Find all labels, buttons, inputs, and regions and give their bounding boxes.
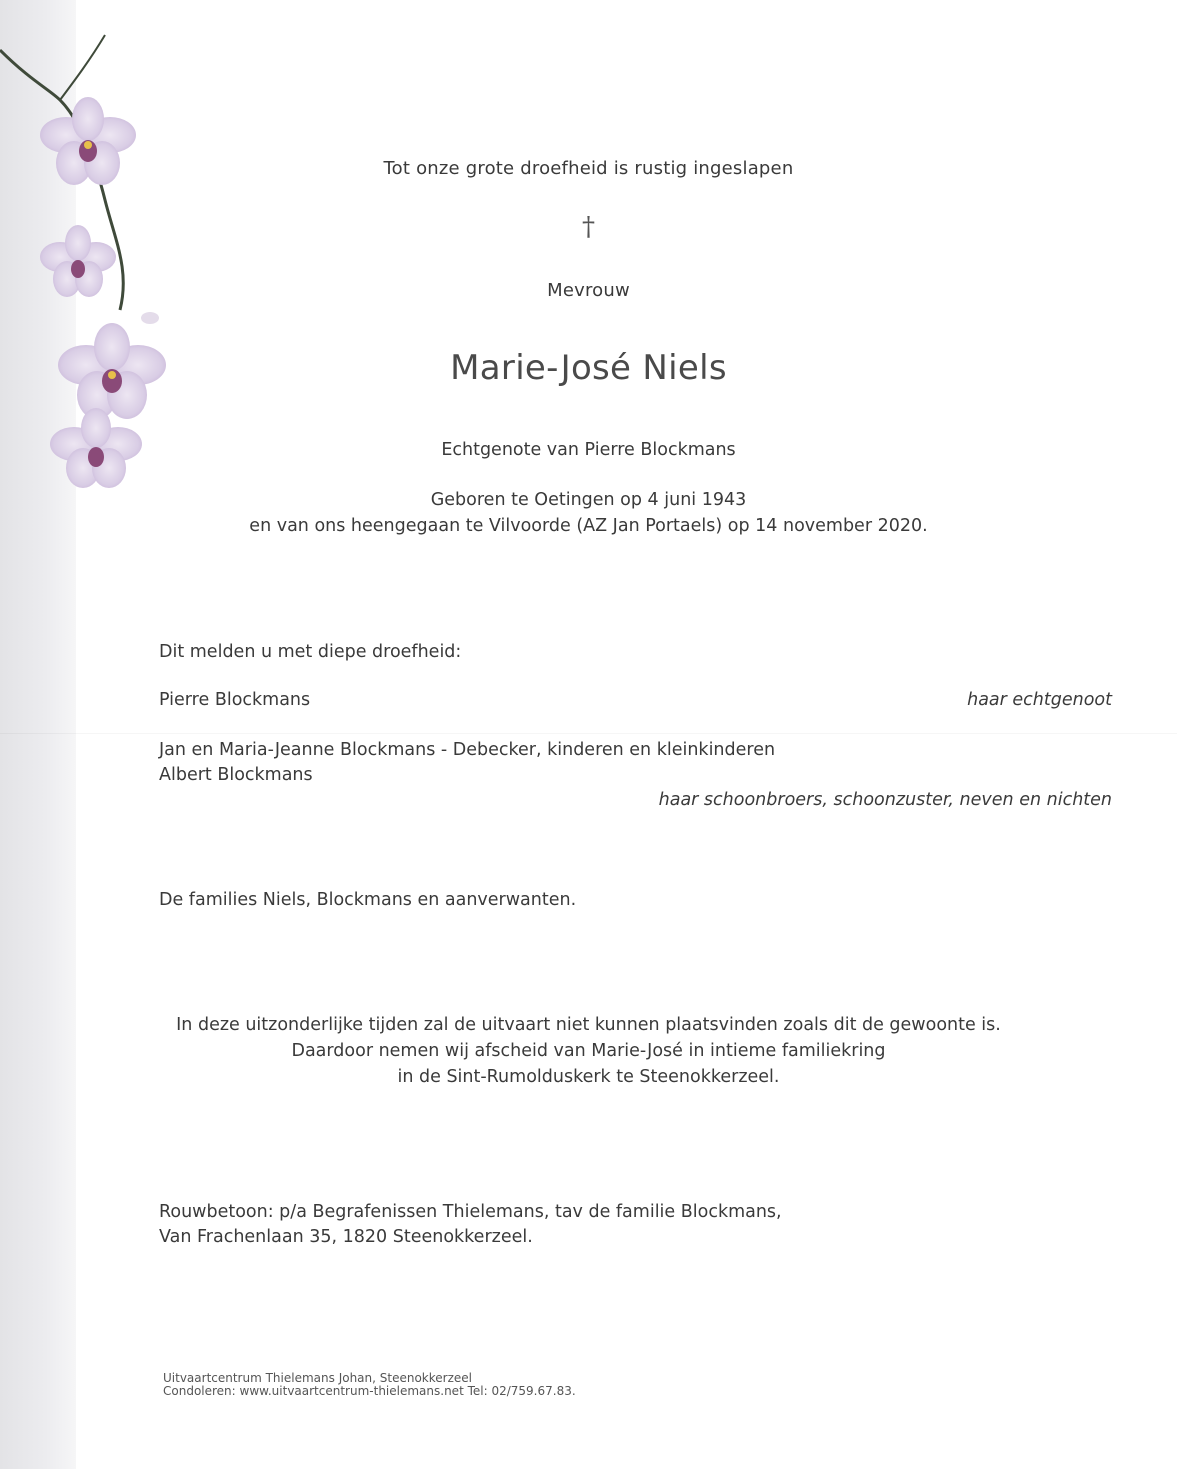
spouse-line: Echtgenote van Pierre Blockmans xyxy=(441,440,736,460)
mourner-spouse-name: Pierre Blockmans xyxy=(159,690,311,710)
ceremony-line-2: Daardoor nemen wij afscheid van Marie-José in intieme familiekring xyxy=(291,1041,886,1061)
death-line: en van ons heengegaan te Vilvoorde (AZ Jan Portaels) op 14 november 2020. xyxy=(249,516,928,536)
mourner-extended-relation: haar schoonbroers, schoonzuster, neven en nichten xyxy=(658,790,1112,810)
condolence-address-line-1: Rouwbetoon: p/a Begrafenissen Thielemans, tav de familie Blockmans, xyxy=(159,1202,782,1222)
paper-fold-line xyxy=(0,733,1177,734)
announce-intro: Dit melden u met diepe droefheid: xyxy=(159,642,462,662)
ceremony-line-3: in de Sint-Rumolduskerk te Steenokkerzeel. xyxy=(397,1067,780,1087)
ceremony-line-1: In deze uitzonderlijke tijden zal de uitvaart niet kunnen plaatsvinden zoals dit de gewoonte is. xyxy=(176,1015,1001,1035)
mourner-brother-in-law: Albert Blockmans xyxy=(159,765,313,785)
salutation: Mevrouw xyxy=(547,280,630,301)
orchid-decoration-icon xyxy=(0,20,190,490)
condolence-address-line-2: Van Frachenlaan 35, 1820 Steenokkerzeel. xyxy=(159,1227,533,1247)
mourner-spouse-relation: haar echtgenoot xyxy=(967,690,1112,710)
families-line: De families Niels, Blockmans en aanverwanten. xyxy=(159,890,577,910)
footer-contact: Condoleren: www.uitvaartcentrum-thielemans.net Tel: 02/759.67.83. xyxy=(163,1384,576,1398)
deceased-name: Marie-José Niels xyxy=(450,348,727,388)
cross-icon: † xyxy=(582,212,595,242)
birth-line: Geboren te Oetingen op 4 juni 1943 xyxy=(430,490,747,510)
intro-text: Tot onze grote droefheid is rustig ingeslapen xyxy=(383,158,794,179)
footer-company: Uitvaartcentrum Thielemans Johan, Steenokkerzeel xyxy=(163,1371,472,1385)
mourner-children: Jan en Maria-Jeanne Blockmans - Debecker, kinderen en kleinkinderen xyxy=(159,740,776,760)
